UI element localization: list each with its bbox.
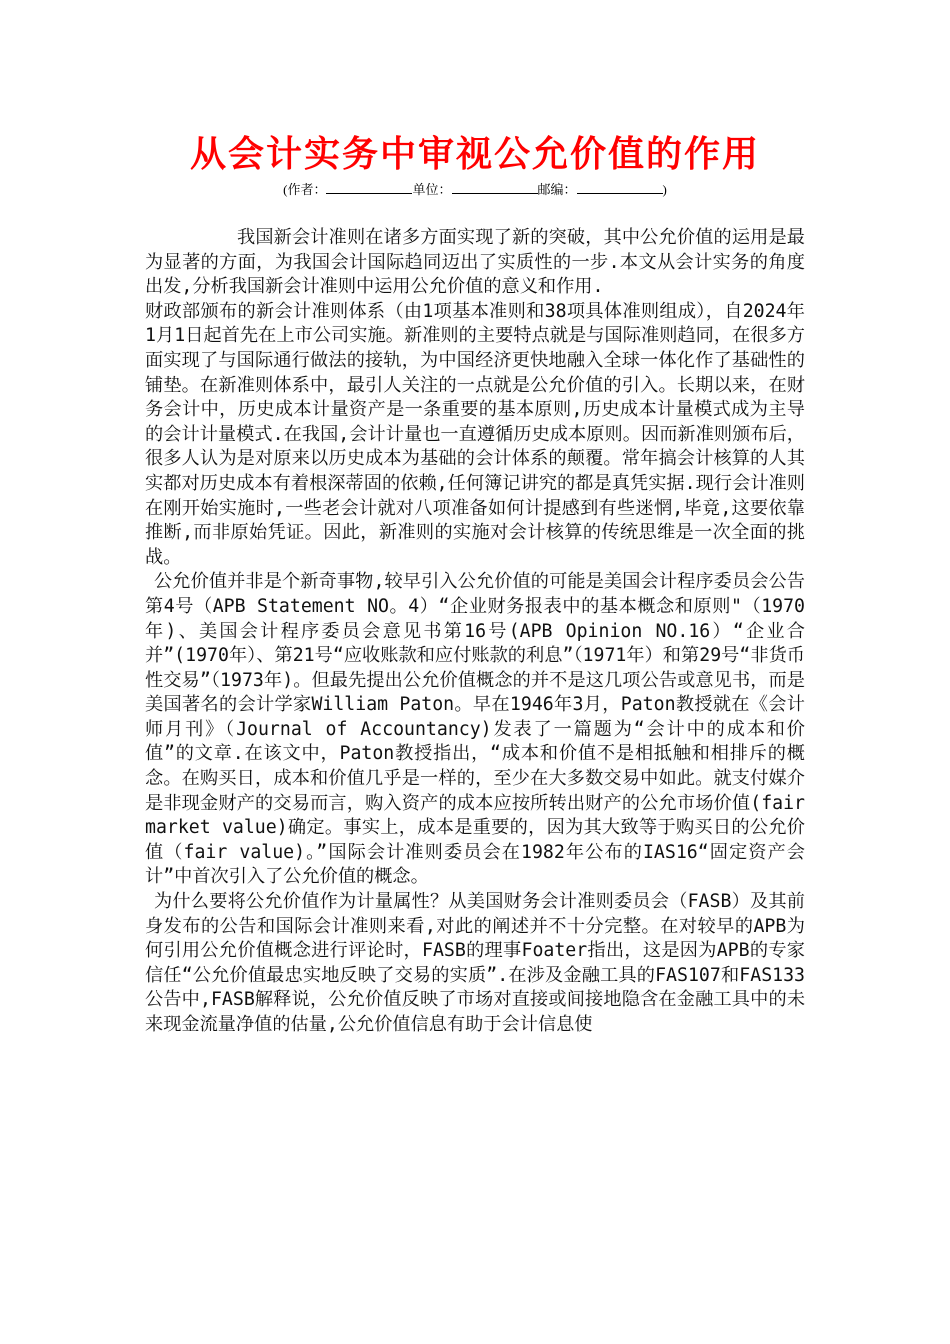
paragraph-new-standards: 财政部颁布的新会计准则体系（由1项基本准则和38项具体准则组成），自2024年1月1日起首先在上市公司实施。新准则的主要特点就是与国际准则趋同，在很多方面实现了与国际通行做法的接轨，为中国经济更快地融入全球一体化作了基础性的铺垫。在新准则体系中，最引人关注的一点就是公允价值的引入。长期以来，在财务会计中，历史成本计量资产是一条重要的基本原则,历史成本计量模式成为主导的会计计量模式.在我国,会计计量也一直遵循历史成本原则。因而新准则颁布后，很多人认为是对原来以历史成本为基础的会计体系的颠覆。常年搞会计核算的人其实都对历史成本有着根深蒂固的依赖,任何簿记讲究的都是真凭实据.现行会计准则在刚开始实施时,一些老会计就对八项准备如何计提感到有些迷惘,毕竟,这要依靠推断,而非原始凭证。因此，新准则的实施对会计核算的传统思维是一次全面的挑战。 [145,300,805,568]
byline-author-label: (作者： [283,182,327,197]
document-body [145,226,805,1038]
author-byline [0,179,950,198]
unit-blank [452,181,538,194]
document-title: 从会计实务中审视公允价值的作用 [189,133,760,175]
zip-blank [577,181,663,194]
paragraph-fair-value-history: 公允价值并非是个新奇事物,较早引入公允价值的可能是美国会计程序委员会公告第4号（APB Statement NO。4）“企业财务报表中的基本概念和原则"（1970年)、美国会计程序委员会意见书第16号(APB Opinion NO.16）“企业合并”(1970年）、第21号“应收账款和应付账款的利息”（1971年）和第29号“非货币性交易”（1973年)。但最先提出公允价值概念的并不是这几项公告或意见书，而是美国著名的会计学家William Paton。早在1946年3月，Paton教授就在《会计师月刊》（Journal of Accountancy)发表了一篇题为“会计中的成本和价值”的文章.在该文中，Paton教授指出，“成本和价值不是相抵触和相排斥的概念。在购买日，成本和价值几乎是一样的，至少在大多数交易中如此。就支付媒介是非现金财产的交易而言，购入资产的成本应按所转出财产的公允市场价值(fair market value)确定。事实上，成本是重要的，因为其大致等于购买日的公允价值（fair value)。”国际会计准则委员会在1982年公布的IAS16“固定资产会计”中首次引入了公允价值的概念。 [145,571,805,888]
paragraph-abstract: 我国新会计准则在诸多方面实现了新的突破，其中公允价值的运用是最为显著的方面，为我国会计国际趋同迈出了实质性的一步.本文从会计实务的角度出发,分析我国新会计准则中运用公允价值的意义和作用. [145,227,805,298]
paragraph-why-fair-value: 为什么要将公允价值作为计量属性？从美国财务会计准则委员会（FASB）及其前身发布的公告和国际会计准则来看,对此的阐述并不十分完整。在对较早的APB为何引用公允价值概念进行评论时，FASB的理事Foater指出，这是因为APB的专家信任“公允价值最忠实地反映了交易的实质”.在涉及金融工具的FAS107和FAS133公告中,FASB解释说，公允价值反映了市场对直接或间接地隐含在金融工具中的未来现金流量净值的估量,公允价值信息有助于会计信息使 [145,891,805,1035]
byline-close: ) [662,182,667,197]
byline-zip-label: 邮编： [537,182,577,197]
author-blank [326,181,412,194]
byline-unit-label: 单位： [412,182,452,197]
